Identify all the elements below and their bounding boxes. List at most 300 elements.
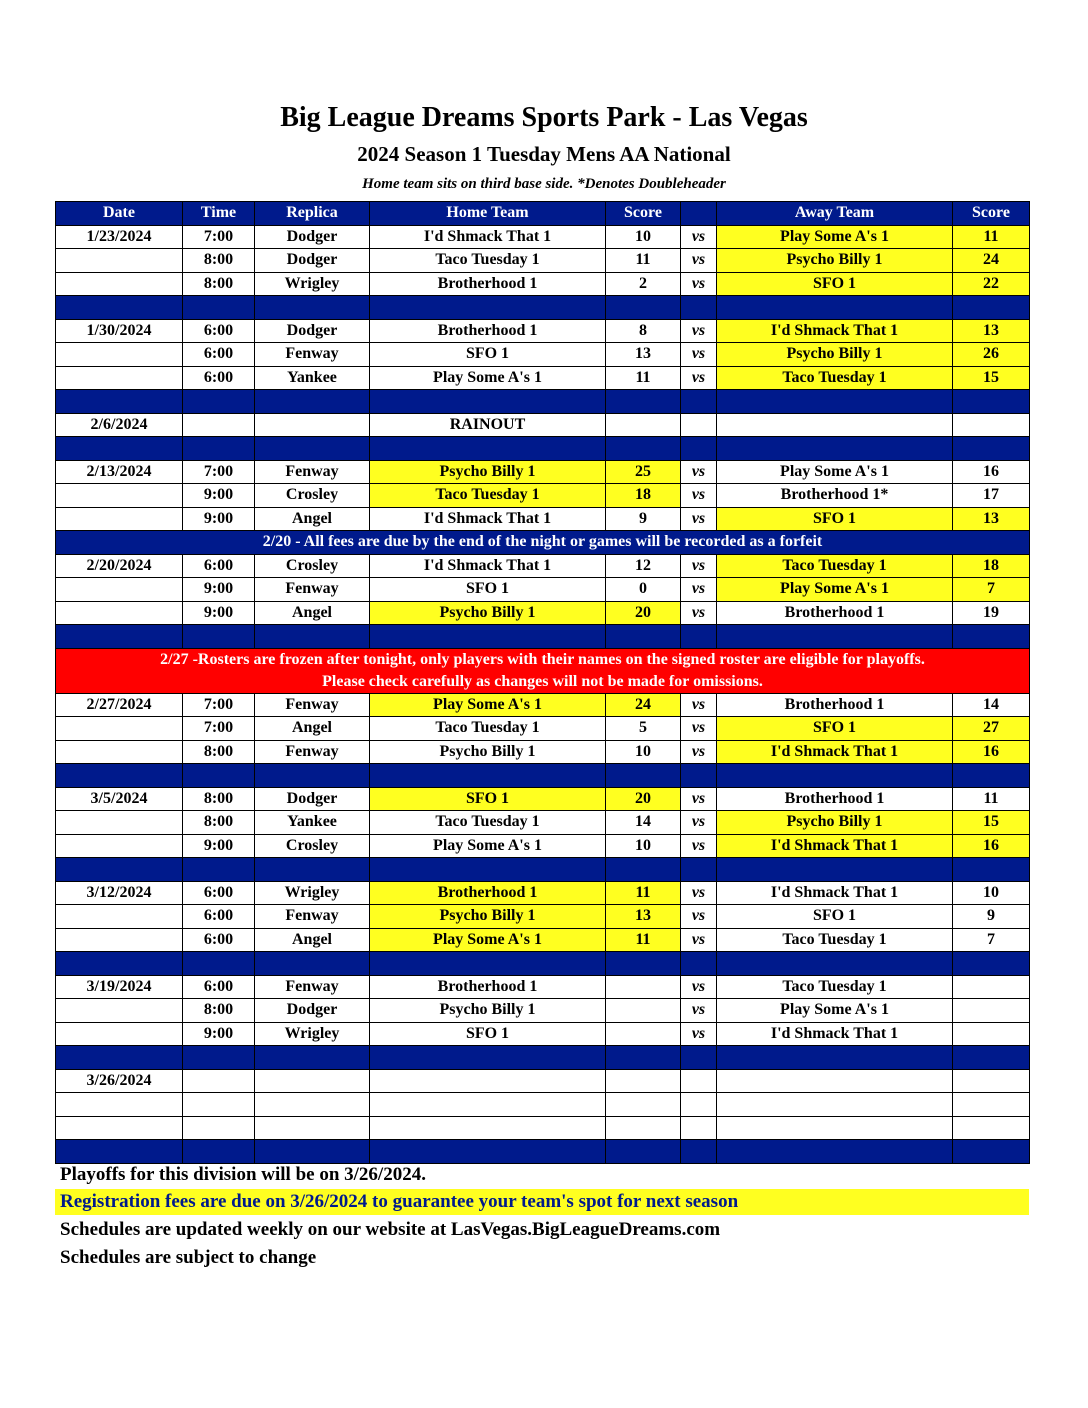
away-score-cell	[953, 1116, 1030, 1140]
away-team-cell	[717, 1069, 953, 1093]
separator-cell	[606, 296, 681, 320]
col-header-away-team: Away Team	[717, 202, 953, 226]
roster-notice-row	[56, 648, 1030, 693]
separator-cell	[255, 764, 370, 788]
away-score-cell	[953, 999, 1030, 1023]
separator-cell	[370, 390, 606, 414]
separator-cell	[953, 858, 1030, 882]
replica-cell: Fenway	[255, 343, 370, 367]
separator-cell	[255, 296, 370, 320]
separator-cell	[183, 296, 255, 320]
time-cell: 7:00	[183, 225, 255, 249]
away-score-cell: 15	[953, 811, 1030, 835]
home-team-cell: Taco Tuesday 1	[370, 811, 606, 835]
time-cell: 7:00	[183, 693, 255, 717]
date-cell: 3/5/2024	[56, 787, 183, 811]
replica-cell: Fenway	[255, 905, 370, 929]
away-team-cell: Brotherhood 1	[717, 693, 953, 717]
home-score-cell: 20	[606, 601, 681, 625]
separator-cell	[953, 437, 1030, 461]
table-header-row	[56, 202, 1030, 226]
date-cell	[56, 928, 183, 952]
home-score-cell: 13	[606, 343, 681, 367]
away-score-cell: 16	[953, 740, 1030, 764]
home-team-cell: Play Some A's 1	[370, 366, 606, 390]
vs-cell: vs	[681, 928, 717, 952]
home-team-cell: SFO 1	[370, 578, 606, 602]
game-row	[56, 343, 1030, 367]
vs-cell: vs	[681, 693, 717, 717]
game-row	[56, 578, 1030, 602]
away-score-cell: 10	[953, 881, 1030, 905]
home-score-cell: 8	[606, 319, 681, 343]
game-row	[56, 507, 1030, 531]
away-score-cell: 13	[953, 319, 1030, 343]
away-score-cell: 16	[953, 834, 1030, 858]
col-header-home-score: Score	[606, 202, 681, 226]
date-cell	[56, 999, 183, 1023]
separator-cell	[681, 437, 717, 461]
home-team-cell: RAINOUT	[370, 413, 606, 437]
away-team-cell	[717, 1093, 953, 1117]
replica-cell	[255, 1069, 370, 1093]
away-score-cell: 14	[953, 693, 1030, 717]
page-title: Big League Dreams Sports Park - Las Vegas	[280, 102, 808, 133]
separator-cell	[606, 1046, 681, 1070]
separator-cell	[606, 858, 681, 882]
away-score-cell: 7	[953, 578, 1030, 602]
date-cell	[56, 249, 183, 273]
time-cell: 9:00	[183, 507, 255, 531]
replica-cell: Dodger	[255, 787, 370, 811]
vs-cell: vs	[681, 366, 717, 390]
separator-cell	[717, 1140, 953, 1164]
home-score-cell	[606, 999, 681, 1023]
separator-cell	[717, 390, 953, 414]
vs-cell: vs	[681, 319, 717, 343]
replica-cell: Dodger	[255, 249, 370, 273]
separator-cell	[56, 437, 183, 461]
away-team-cell	[717, 413, 953, 437]
date-cell: 3/12/2024	[56, 881, 183, 905]
date-cell	[56, 834, 183, 858]
game-row	[56, 834, 1030, 858]
away-score-cell: 13	[953, 507, 1030, 531]
vs-cell: vs	[681, 905, 717, 929]
date-cell: 2/6/2024	[56, 413, 183, 437]
separator-cell	[255, 1046, 370, 1070]
time-cell: 8:00	[183, 249, 255, 273]
away-score-cell: 27	[953, 717, 1030, 741]
home-score-cell: 20	[606, 787, 681, 811]
time-cell: 6:00	[183, 975, 255, 999]
vs-cell: vs	[681, 484, 717, 508]
separator-cell	[370, 858, 606, 882]
vs-cell: vs	[681, 811, 717, 835]
separator-cell	[370, 437, 606, 461]
replica-cell: Angel	[255, 507, 370, 531]
vs-cell: vs	[681, 249, 717, 273]
time-cell: 6:00	[183, 905, 255, 929]
vs-cell: vs	[681, 787, 717, 811]
home-team-cell: Psycho Billy 1	[370, 905, 606, 929]
home-team-cell: Play Some A's 1	[370, 928, 606, 952]
date-cell: 2/27/2024	[56, 693, 183, 717]
replica-cell: Fenway	[255, 460, 370, 484]
away-score-cell	[953, 975, 1030, 999]
separator-cell	[681, 296, 717, 320]
home-score-cell: 10	[606, 740, 681, 764]
game-row	[56, 928, 1030, 952]
home-score-cell	[606, 1022, 681, 1046]
time-cell: 6:00	[183, 366, 255, 390]
date-cell: 3/19/2024	[56, 975, 183, 999]
vs-cell: vs	[681, 225, 717, 249]
time-cell: 8:00	[183, 999, 255, 1023]
replica-cell: Crosley	[255, 554, 370, 578]
date-cell: 3/26/2024	[56, 1069, 183, 1093]
game-row	[56, 740, 1030, 764]
separator-row	[56, 1046, 1030, 1070]
separator-row	[56, 625, 1030, 649]
separator-cell	[255, 437, 370, 461]
date-cell: 1/30/2024	[56, 319, 183, 343]
home-team-cell	[370, 1069, 606, 1093]
replica-cell	[255, 1093, 370, 1117]
vs-cell: vs	[681, 740, 717, 764]
away-team-cell: Psycho Billy 1	[717, 249, 953, 273]
home-score-cell: 10	[606, 225, 681, 249]
away-score-cell: 19	[953, 601, 1030, 625]
away-team-cell: Brotherhood 1	[717, 787, 953, 811]
separator-cell	[183, 437, 255, 461]
col-header-date: Date	[56, 202, 183, 226]
away-team-cell: Play Some A's 1	[717, 225, 953, 249]
separator-row	[56, 1140, 1030, 1164]
away-score-cell: 24	[953, 249, 1030, 273]
date-cell	[56, 1022, 183, 1046]
game-row	[56, 413, 1030, 437]
home-score-cell: 12	[606, 554, 681, 578]
date-cell	[56, 366, 183, 390]
separator-cell	[953, 296, 1030, 320]
game-row	[56, 1069, 1030, 1093]
game-row	[56, 601, 1030, 625]
notice-cell: 2/20 - All fees are due by the end of the night or games will be recorded as a forfeit	[56, 531, 1030, 555]
separator-cell	[606, 764, 681, 788]
home-team-cell: Brotherhood 1	[370, 881, 606, 905]
replica-cell: Crosley	[255, 484, 370, 508]
home-team-cell: Psycho Billy 1	[370, 740, 606, 764]
away-team-cell: SFO 1	[717, 272, 953, 296]
vs-cell: vs	[681, 601, 717, 625]
game-row	[56, 366, 1030, 390]
date-cell	[56, 905, 183, 929]
time-cell: 7:00	[183, 460, 255, 484]
time-cell: 9:00	[183, 1022, 255, 1046]
home-team-cell: Taco Tuesday 1	[370, 249, 606, 273]
separator-cell	[717, 625, 953, 649]
time-cell: 6:00	[183, 928, 255, 952]
home-team-cell: Psycho Billy 1	[370, 460, 606, 484]
home-team-cell: Play Some A's 1	[370, 693, 606, 717]
date-cell	[56, 740, 183, 764]
replica-cell: Dodger	[255, 999, 370, 1023]
time-cell: 9:00	[183, 834, 255, 858]
separator-cell	[370, 296, 606, 320]
away-score-cell: 11	[953, 225, 1030, 249]
separator-cell	[56, 764, 183, 788]
away-team-cell: Taco Tuesday 1	[717, 366, 953, 390]
game-row	[56, 272, 1030, 296]
separator-cell	[183, 1140, 255, 1164]
vs-cell: vs	[681, 460, 717, 484]
separator-cell	[370, 625, 606, 649]
separator-cell	[681, 625, 717, 649]
notice-line: 2/27 -Rosters are frozen after tonight, only players with their names on the signed roster are eligible for playoffs.	[160, 650, 925, 668]
separator-cell	[370, 1046, 606, 1070]
home-team-cell	[370, 1093, 606, 1117]
away-score-cell: 7	[953, 928, 1030, 952]
separator-cell	[681, 1140, 717, 1164]
home-score-cell: 10	[606, 834, 681, 858]
game-row	[56, 554, 1030, 578]
vs-cell: vs	[681, 272, 717, 296]
separator-cell	[56, 296, 183, 320]
away-score-cell: 26	[953, 343, 1030, 367]
home-score-cell: 14	[606, 811, 681, 835]
time-cell	[183, 1093, 255, 1117]
home-score-cell	[606, 975, 681, 999]
vs-cell	[681, 413, 717, 437]
replica-cell: Wrigley	[255, 881, 370, 905]
replica-cell: Fenway	[255, 975, 370, 999]
separator-cell	[953, 1046, 1030, 1070]
home-score-cell: 0	[606, 578, 681, 602]
separator-cell	[953, 390, 1030, 414]
separator-cell	[606, 625, 681, 649]
replica-cell: Angel	[255, 717, 370, 741]
home-team-cell: Taco Tuesday 1	[370, 484, 606, 508]
game-row	[56, 1116, 1030, 1140]
vs-cell: vs	[681, 507, 717, 531]
replica-cell: Dodger	[255, 319, 370, 343]
away-team-cell: Taco Tuesday 1	[717, 928, 953, 952]
home-team-cell: Psycho Billy 1	[370, 601, 606, 625]
subject-to-change-note: Schedules are subject to change	[60, 1247, 317, 1268]
separator-row	[56, 296, 1030, 320]
home-score-cell: 11	[606, 928, 681, 952]
home-team-cell: Psycho Billy 1	[370, 999, 606, 1023]
game-row	[56, 975, 1030, 999]
game-row	[56, 999, 1030, 1023]
away-team-cell: Brotherhood 1*	[717, 484, 953, 508]
away-team-cell: I'd Shmack That 1	[717, 881, 953, 905]
date-cell: 1/23/2024	[56, 225, 183, 249]
home-score-cell: 18	[606, 484, 681, 508]
replica-cell: Angel	[255, 601, 370, 625]
away-team-cell: Play Some A's 1	[717, 460, 953, 484]
home-score-cell	[606, 413, 681, 437]
playoffs-note: Playoffs for this division will be on 3/26/2024.	[60, 1164, 426, 1185]
game-row	[56, 225, 1030, 249]
separator-row	[56, 858, 1030, 882]
home-score-cell: 24	[606, 693, 681, 717]
replica-cell	[255, 1116, 370, 1140]
home-team-cell: Brotherhood 1	[370, 272, 606, 296]
replica-cell: Dodger	[255, 225, 370, 249]
notice-line: Please check carefully as changes will not be made for omissions.	[322, 672, 763, 690]
col-header-away-score: Score	[953, 202, 1030, 226]
away-score-cell: 17	[953, 484, 1030, 508]
separator-cell	[255, 390, 370, 414]
separator-row	[56, 437, 1030, 461]
separator-cell	[183, 764, 255, 788]
home-team-cell: I'd Shmack That 1	[370, 507, 606, 531]
game-row	[56, 319, 1030, 343]
home-score-cell: 11	[606, 249, 681, 273]
separator-cell	[681, 764, 717, 788]
home-score-cell: 13	[606, 905, 681, 929]
separator-cell	[370, 952, 606, 976]
replica-cell: Fenway	[255, 578, 370, 602]
separator-cell	[56, 952, 183, 976]
separator-cell	[717, 296, 953, 320]
separator-cell	[681, 390, 717, 414]
separator-cell	[606, 952, 681, 976]
separator-cell	[56, 1140, 183, 1164]
col-header-time: Time	[183, 202, 255, 226]
home-team-cell: Brotherhood 1	[370, 975, 606, 999]
separator-cell	[681, 952, 717, 976]
notice-cell	[56, 648, 1030, 693]
away-score-cell	[953, 1022, 1030, 1046]
game-row	[56, 1093, 1030, 1117]
away-team-cell: Taco Tuesday 1	[717, 554, 953, 578]
replica-cell: Wrigley	[255, 1022, 370, 1046]
away-team-cell: SFO 1	[717, 905, 953, 929]
separator-cell	[255, 952, 370, 976]
away-team-cell: Brotherhood 1	[717, 601, 953, 625]
home-score-cell: 2	[606, 272, 681, 296]
replica-cell: Crosley	[255, 834, 370, 858]
separator-cell	[717, 858, 953, 882]
time-cell: 8:00	[183, 787, 255, 811]
separator-row	[56, 390, 1030, 414]
away-team-cell: SFO 1	[717, 717, 953, 741]
away-team-cell: Play Some A's 1	[717, 578, 953, 602]
date-cell: 2/13/2024	[56, 460, 183, 484]
vs-cell: vs	[681, 881, 717, 905]
date-cell: 2/20/2024	[56, 554, 183, 578]
home-score-cell: 11	[606, 881, 681, 905]
separator-cell	[953, 625, 1030, 649]
vs-cell: vs	[681, 1022, 717, 1046]
separator-cell	[681, 1046, 717, 1070]
fees-notice-row	[56, 531, 1030, 555]
vs-cell: vs	[681, 343, 717, 367]
time-cell	[183, 1069, 255, 1093]
replica-cell: Yankee	[255, 811, 370, 835]
separator-cell	[717, 952, 953, 976]
home-team-cell: Play Some A's 1	[370, 834, 606, 858]
separator-cell	[183, 390, 255, 414]
separator-cell	[953, 952, 1030, 976]
date-cell	[56, 484, 183, 508]
away-team-cell: SFO 1	[717, 507, 953, 531]
game-row	[56, 460, 1030, 484]
date-cell	[56, 601, 183, 625]
vs-cell: vs	[681, 717, 717, 741]
away-score-cell: 16	[953, 460, 1030, 484]
separator-cell	[183, 858, 255, 882]
schedule-body	[56, 225, 1030, 1163]
date-cell	[56, 1116, 183, 1140]
home-score-cell	[606, 1116, 681, 1140]
away-team-cell: I'd Shmack That 1	[717, 1022, 953, 1046]
away-score-cell: 18	[953, 554, 1030, 578]
separator-cell	[255, 625, 370, 649]
away-score-cell	[953, 413, 1030, 437]
date-cell	[56, 507, 183, 531]
game-row	[56, 811, 1030, 835]
separator-cell	[56, 390, 183, 414]
registration-note: Registration fees are due on 3/26/2024 to guarantee your team's spot for next season	[55, 1189, 1029, 1215]
home-score-cell: 9	[606, 507, 681, 531]
vs-cell: vs	[681, 554, 717, 578]
home-team-cell	[370, 1116, 606, 1140]
separator-cell	[370, 764, 606, 788]
away-team-cell: Play Some A's 1	[717, 999, 953, 1023]
away-team-cell: Taco Tuesday 1	[717, 975, 953, 999]
replica-cell: Fenway	[255, 693, 370, 717]
schedule-table	[55, 201, 1030, 1164]
separator-cell	[953, 764, 1030, 788]
separator-cell	[717, 1046, 953, 1070]
separator-cell	[56, 858, 183, 882]
separator-cell	[681, 858, 717, 882]
date-cell	[56, 717, 183, 741]
date-cell	[56, 343, 183, 367]
date-cell	[56, 1093, 183, 1117]
away-score-cell	[953, 1093, 1030, 1117]
date-cell	[56, 578, 183, 602]
col-header-home-team: Home Team	[370, 202, 606, 226]
home-team-cell: SFO 1	[370, 787, 606, 811]
separator-cell	[255, 1140, 370, 1164]
separator-row	[56, 952, 1030, 976]
replica-cell: Yankee	[255, 366, 370, 390]
home-team-cell: Taco Tuesday 1	[370, 717, 606, 741]
away-team-cell: Psycho Billy 1	[717, 811, 953, 835]
time-cell: 6:00	[183, 554, 255, 578]
time-cell	[183, 1116, 255, 1140]
home-team-cell: SFO 1	[370, 343, 606, 367]
game-row	[56, 693, 1030, 717]
separator-cell	[183, 952, 255, 976]
replica-cell: Wrigley	[255, 272, 370, 296]
home-score-cell	[606, 1093, 681, 1117]
home-score-cell	[606, 1069, 681, 1093]
home-score-cell: 5	[606, 717, 681, 741]
time-cell: 9:00	[183, 484, 255, 508]
away-score-cell: 22	[953, 272, 1030, 296]
vs-cell	[681, 1116, 717, 1140]
vs-cell	[681, 1093, 717, 1117]
replica-cell: Fenway	[255, 740, 370, 764]
replica-cell	[255, 413, 370, 437]
time-cell: 6:00	[183, 343, 255, 367]
